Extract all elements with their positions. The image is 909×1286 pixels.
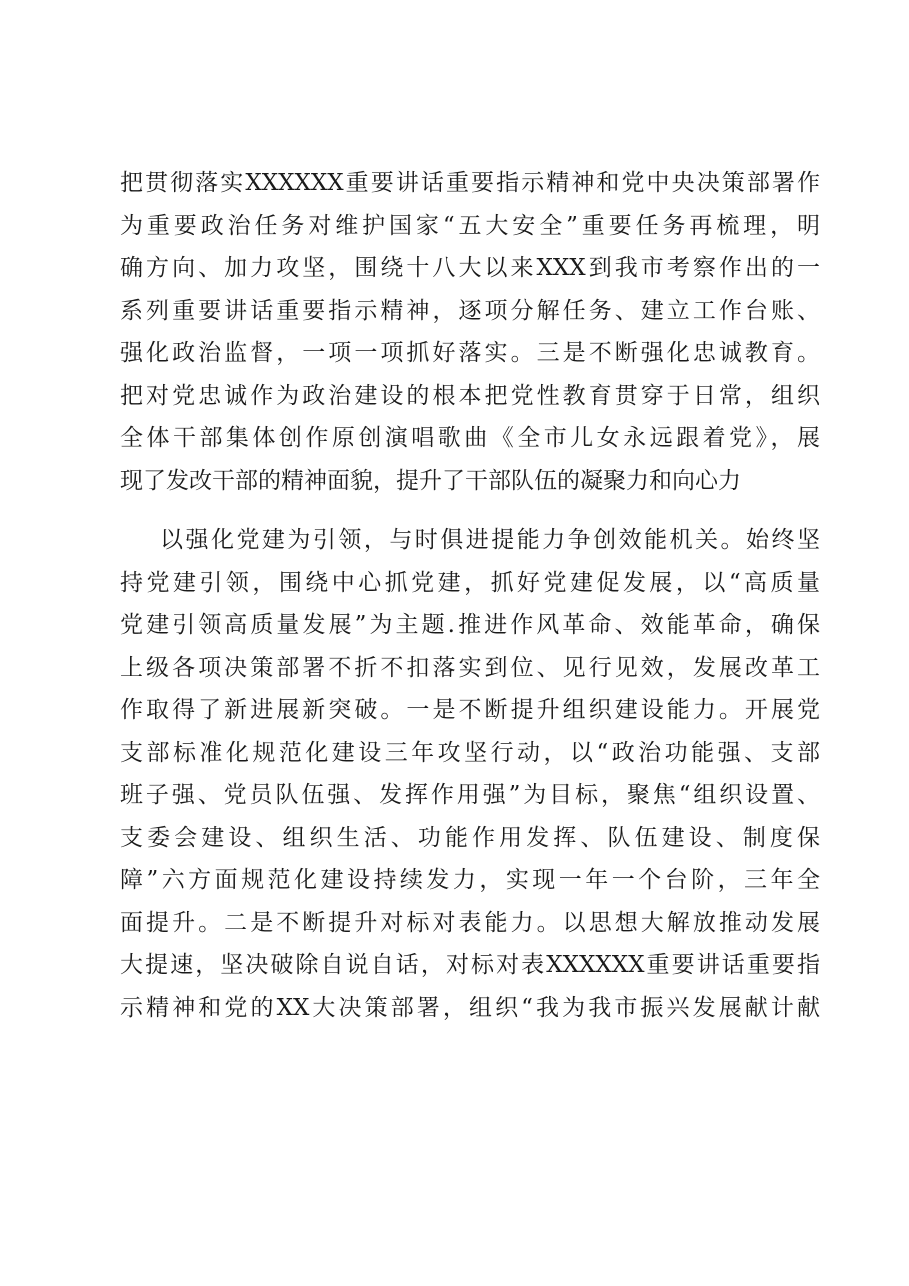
text-line: 全体干部集体创作原创演唱歌曲《全市儿女永远跟着党》，展 <box>120 425 820 451</box>
text-line: 把对党忠诚作为政治建设的根本把党性教育贯穿于日常，组织 <box>120 382 820 409</box>
text-line: 持党建引领，围绕中心抓党建，抓好党建促发展，以“高质量 <box>120 569 820 596</box>
paragraph-1 <box>120 162 820 502</box>
text-line: 强化政治监督，一项一项抓好落实。三是不断强化忠诚教育。 <box>120 340 820 366</box>
document-body <box>120 162 820 1029</box>
text-line: 示精神和党的XX大决策部署，组织“我为我市振兴发展献计献 <box>120 994 820 1021</box>
text-line: 系列重要讲话重要指示精神，逐项分解任务、建立工作台账、 <box>120 297 820 324</box>
paragraph-2 <box>120 519 820 1029</box>
text-line: 作取得了新进展新突破。一是不断提升组织建设能力。开展党 <box>120 697 820 723</box>
text-line: 党建引领高质量发展”为主题.推进作风革命、效能革命，确保 <box>120 612 820 638</box>
text-line: 为重要政治任务对维护国家“五大安全”重要任务再梳理，明 <box>120 212 820 239</box>
text-line: 把贯彻落实XXXXXX重要讲话重要指示精神和党中央决策部署作 <box>120 170 820 196</box>
paragraph-gap <box>120 502 820 519</box>
text-line: 障”六方面规范化建设持续发力，实现一年一个台阶，三年全 <box>120 867 820 893</box>
text-line: 上级各项决策部署不折不扣落实到位、见行见效，发展改革工 <box>120 654 820 681</box>
text-line: 支部标准化规范化建设三年攻坚行动，以“政治功能强、支部 <box>120 739 820 766</box>
text-line: 大提速，坚决破除自说自话，对标对表XXXXXX重要讲话重要指 <box>120 952 820 978</box>
text-line: 确方向、加力攻坚，围绕十八大以来XXX到我市考察作出的一 <box>120 255 820 281</box>
text-line: 班子强、党员队伍强、发挥作用强”为目标，聚焦“组织设置、 <box>120 782 820 808</box>
text-line: 以强化党建为引领，与时俱进提能力争创效能机关。始终坚 <box>160 527 820 553</box>
text-line: 现了发改干部的精神面貌，提升了干部队伍的凝聚力和向心力 <box>120 467 741 494</box>
text-line: 支委会建设、组织生活、功能作用发挥、队伍建设、制度保 <box>120 824 820 851</box>
text-line: 面提升。二是不断提升对标对表能力。以思想大解放推动发展 <box>120 909 820 936</box>
